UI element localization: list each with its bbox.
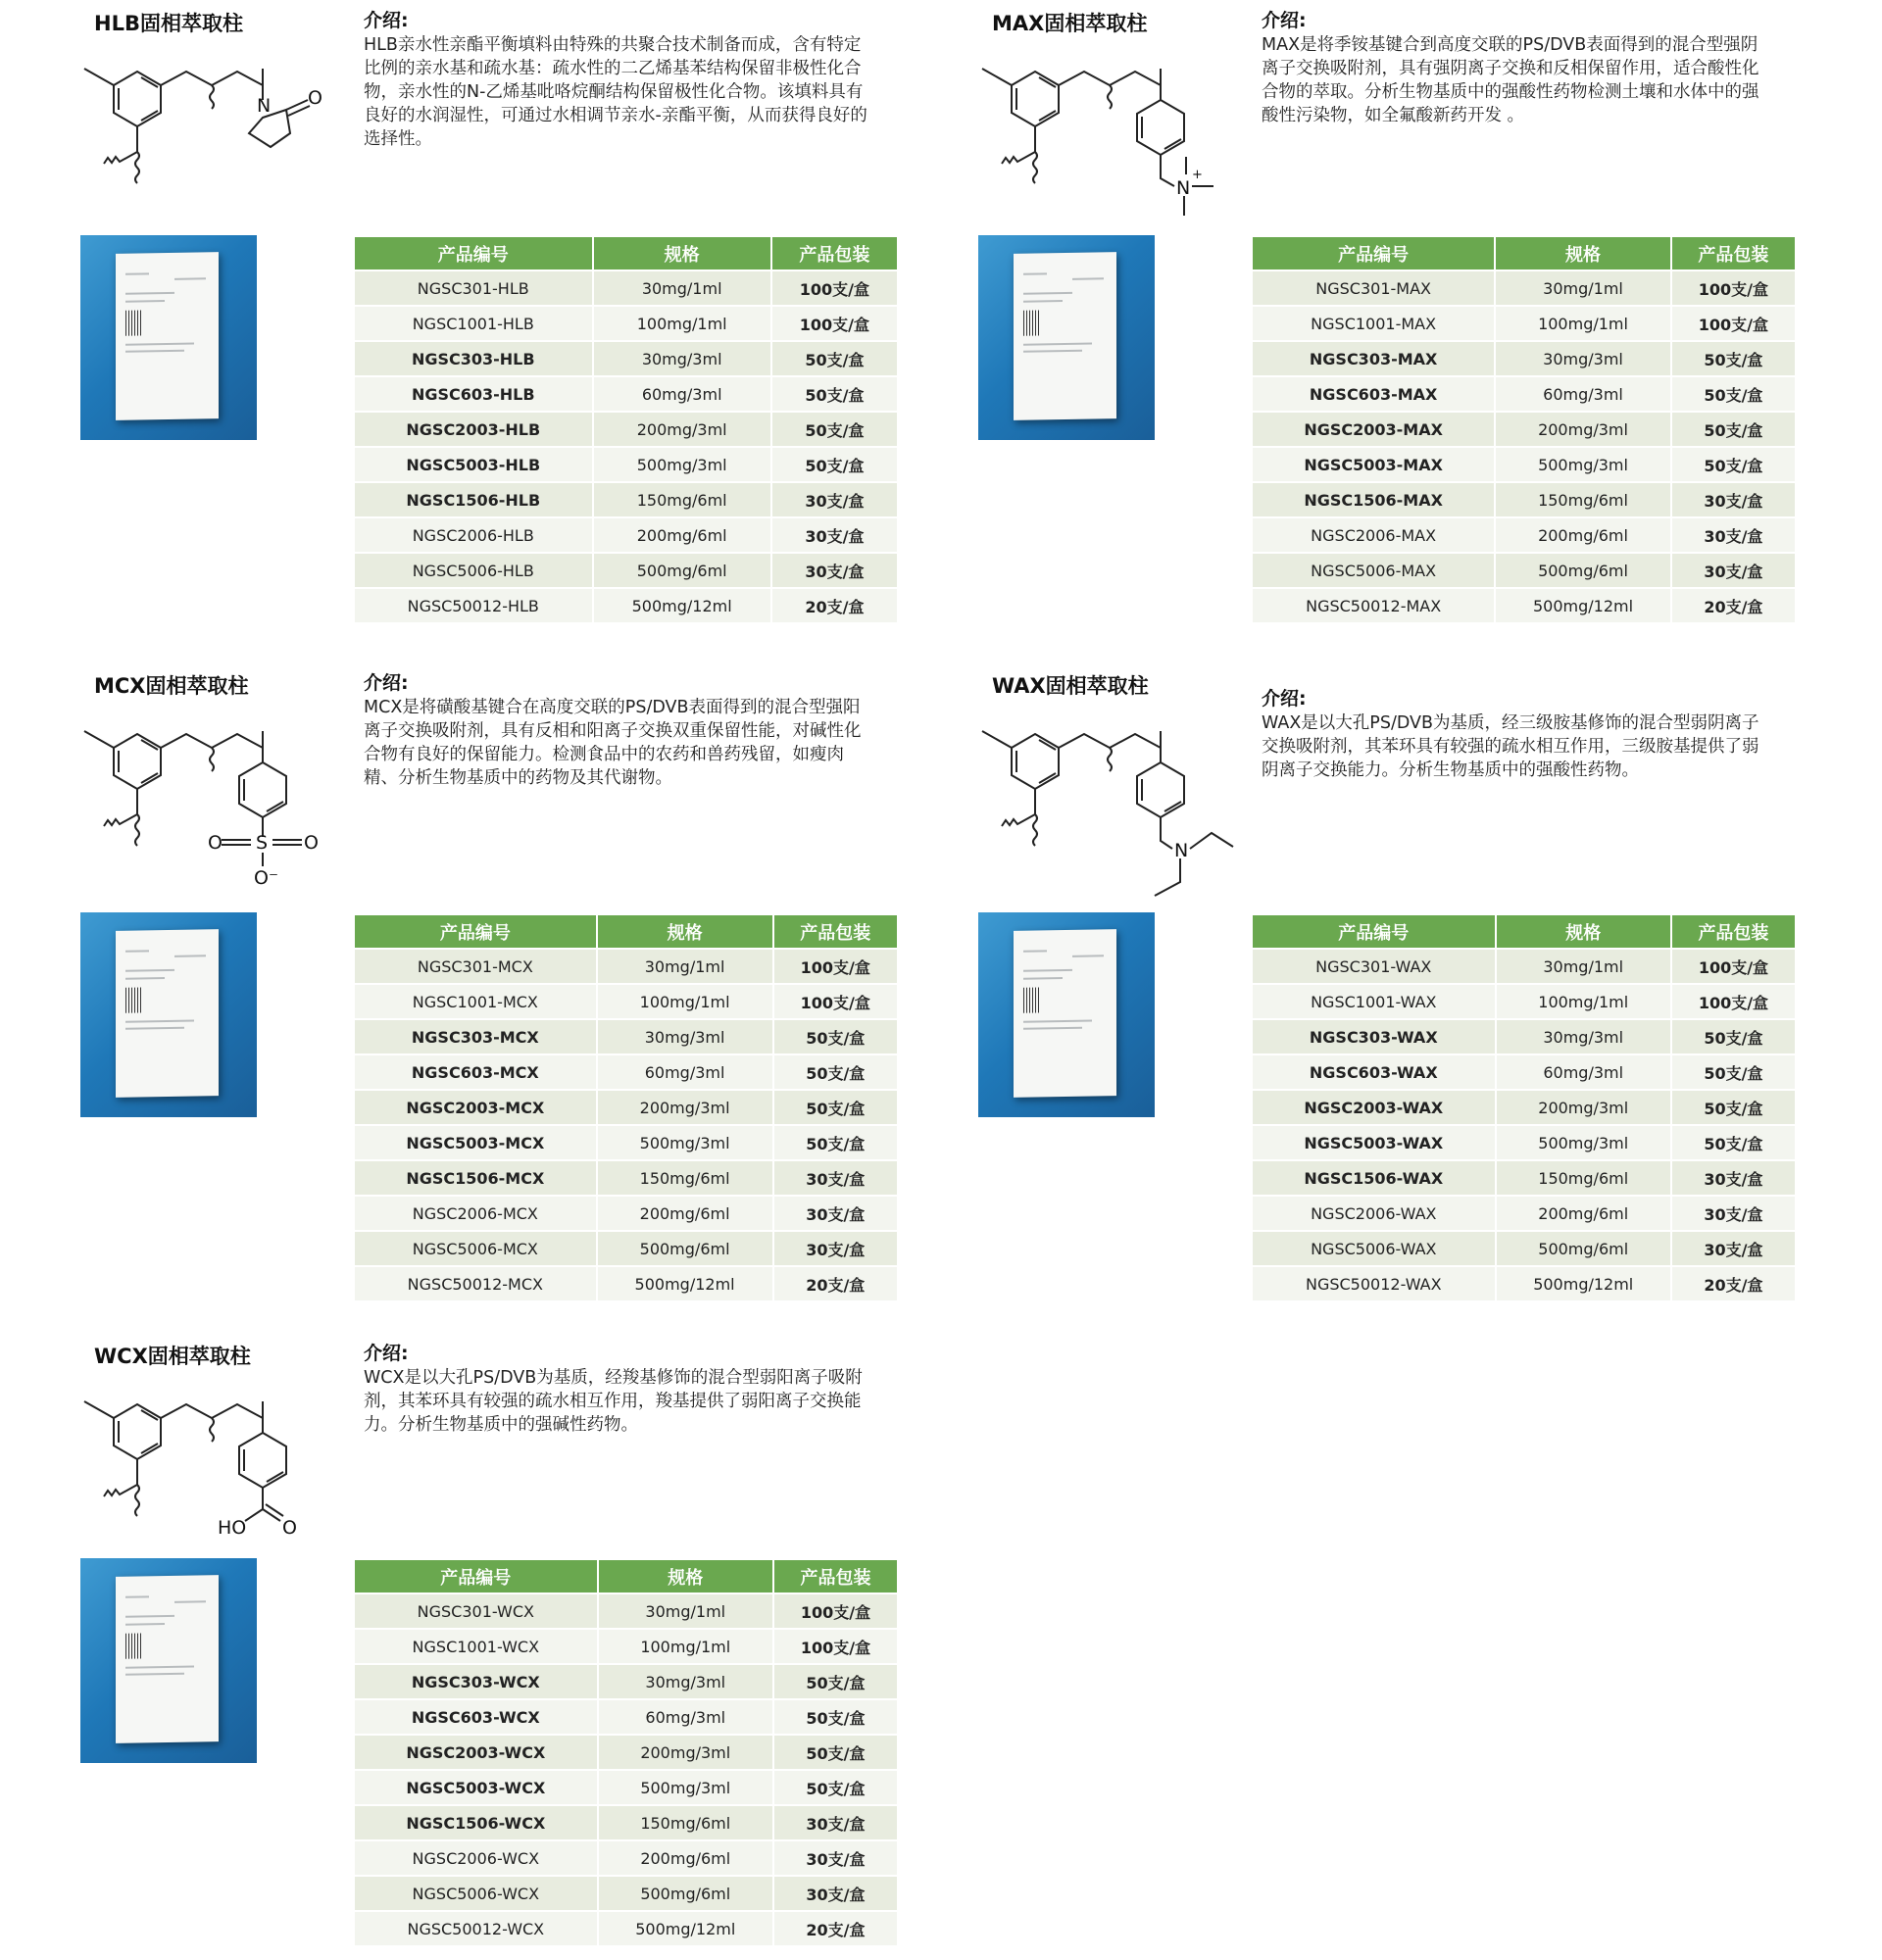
table-row xyxy=(1253,483,1795,516)
cell-pack: 50支/盒 xyxy=(772,377,897,411)
cell-pack: 30支/盒 xyxy=(774,1841,897,1875)
col-header-code: 产品编号 xyxy=(1253,237,1494,270)
cell-spec: 60mg/3ml xyxy=(598,1055,772,1089)
table-row xyxy=(1253,1161,1795,1195)
table-row xyxy=(355,1841,897,1875)
cell-pack: 50支/盒 xyxy=(774,1665,897,1698)
cell-pack: 30支/盒 xyxy=(1672,1161,1795,1195)
table-row xyxy=(1253,1055,1795,1089)
table-row xyxy=(1253,554,1795,587)
cell-code: NGSC2003-WAX xyxy=(1253,1091,1495,1124)
polymer-backbone xyxy=(982,69,1161,183)
cell-code: NGSC50012-MCX xyxy=(355,1267,596,1300)
cell-pack: 50支/盒 xyxy=(772,342,897,375)
cell-pack: 50支/盒 xyxy=(774,1736,897,1769)
cell-code: NGSC603-WCX xyxy=(355,1700,597,1734)
atom-label: S xyxy=(256,832,269,854)
cell-code: NGSC301-MAX xyxy=(1253,271,1494,305)
cell-pack: 20支/盒 xyxy=(772,589,897,622)
cell-pack: 100支/盒 xyxy=(1672,950,1795,983)
cell-pack: 30支/盒 xyxy=(772,554,897,587)
cell-code: NGSC301-WAX xyxy=(1253,950,1495,983)
cell-spec: 500mg/12ml xyxy=(594,589,770,622)
cell-spec: 60mg/3ml xyxy=(1496,377,1670,411)
cell-code: NGSC603-HLB xyxy=(355,377,592,411)
product-photo xyxy=(978,235,1155,440)
cell-code: NGSC5006-HLB xyxy=(355,554,592,587)
cell-pack: 20支/盒 xyxy=(1672,589,1795,622)
cell-code: NGSC5003-MCX xyxy=(355,1126,596,1159)
cell-pack: 50支/盒 xyxy=(774,1700,897,1734)
intro-label: 介绍: xyxy=(364,1343,409,1364)
cell-spec: 30mg/1ml xyxy=(594,271,770,305)
product-wax xyxy=(978,662,1841,1295)
table-row xyxy=(355,554,897,587)
table-row xyxy=(355,1877,897,1910)
product-photo xyxy=(978,912,1155,1117)
cell-code: NGSC1001-WCX xyxy=(355,1630,597,1663)
cell-pack: 100支/盒 xyxy=(774,1594,897,1628)
table-row xyxy=(355,1912,897,1945)
product-title: WCX固相萃取柱 xyxy=(94,1345,251,1368)
max-structure-diagram xyxy=(978,39,1263,235)
cell-pack: 50支/盒 xyxy=(1672,1091,1795,1124)
cell-spec: 30mg/3ml xyxy=(594,342,770,375)
cell-spec: 200mg/6ml xyxy=(599,1841,772,1875)
cell-pack: 100支/盒 xyxy=(1672,307,1795,340)
cell-spec: 500mg/6ml xyxy=(599,1877,772,1910)
cell-pack: 30支/盒 xyxy=(774,1161,897,1195)
table-row xyxy=(355,589,897,622)
cell-spec: 30mg/1ml xyxy=(599,1594,772,1628)
table-row xyxy=(1253,1091,1795,1124)
spec-table xyxy=(1251,913,1797,1302)
table-row xyxy=(355,1232,897,1265)
cell-pack: 30支/盒 xyxy=(774,1197,897,1230)
cell-pack: 30支/盒 xyxy=(1672,1232,1795,1265)
intro-block xyxy=(364,6,873,151)
product-max xyxy=(978,0,1841,616)
cell-code: NGSC1506-WCX xyxy=(355,1806,597,1839)
atom-label: O xyxy=(208,832,223,854)
cell-spec: 200mg/3ml xyxy=(598,1091,772,1124)
cell-spec: 60mg/3ml xyxy=(599,1700,772,1734)
product-mcx xyxy=(80,662,943,1295)
cell-code: NGSC301-MCX xyxy=(355,950,596,983)
cell-spec: 500mg/12ml xyxy=(1496,589,1670,622)
spec-table xyxy=(353,1558,899,1947)
cell-code: NGSC2003-MAX xyxy=(1253,413,1494,446)
cell-spec: 500mg/3ml xyxy=(1497,1126,1670,1159)
table-row xyxy=(1253,377,1795,411)
col-header-pack: 产品包装 xyxy=(1672,237,1795,270)
cell-code: NGSC5003-HLB xyxy=(355,448,592,481)
col-header-pack: 产品包装 xyxy=(774,1560,897,1592)
table-row xyxy=(355,1197,897,1230)
cell-pack: 100支/盒 xyxy=(774,1630,897,1663)
cell-pack: 50支/盒 xyxy=(772,448,897,481)
cell-spec: 30mg/1ml xyxy=(598,950,772,983)
table-row xyxy=(1253,1232,1795,1265)
table-row xyxy=(1253,413,1795,446)
cell-spec: 30mg/3ml xyxy=(1497,1020,1670,1054)
cell-pack: 30支/盒 xyxy=(774,1877,897,1910)
product-box xyxy=(116,252,219,420)
cell-code: NGSC303-MAX xyxy=(1253,342,1494,375)
cell-spec: 500mg/12ml xyxy=(599,1912,772,1945)
cell-spec: 500mg/6ml xyxy=(594,554,770,587)
product-title: MCX固相萃取柱 xyxy=(94,674,249,698)
cell-pack: 50支/盒 xyxy=(774,1055,897,1089)
cell-spec: 60mg/3ml xyxy=(594,377,770,411)
cell-spec: 200mg/6ml xyxy=(594,518,770,552)
table-row xyxy=(355,1267,897,1300)
cell-code: NGSC2006-WCX xyxy=(355,1841,597,1875)
cell-spec: 30mg/3ml xyxy=(598,1020,772,1054)
table-row xyxy=(1253,1126,1795,1159)
mcx-structure-diagram xyxy=(80,702,365,898)
intro-label: 介绍: xyxy=(1262,10,1307,31)
cell-pack: 50支/盒 xyxy=(1672,377,1795,411)
cell-spec: 500mg/12ml xyxy=(1497,1267,1670,1300)
cell-pack: 30支/盒 xyxy=(1672,1197,1795,1230)
table-row xyxy=(1253,589,1795,622)
cell-pack: 50支/盒 xyxy=(774,1020,897,1054)
cell-spec: 60mg/3ml xyxy=(1497,1055,1670,1089)
cell-code: NGSC5003-MAX xyxy=(1253,448,1494,481)
table-row xyxy=(355,1700,897,1734)
col-header-pack: 产品包装 xyxy=(1672,915,1795,948)
cell-code: NGSC50012-WCX xyxy=(355,1912,597,1945)
table-header-row xyxy=(1253,237,1795,270)
wcx-structure-diagram xyxy=(80,1372,365,1568)
diethylamine-group xyxy=(1137,748,1233,896)
table-row xyxy=(355,342,897,375)
cell-code: NGSC2003-HLB xyxy=(355,413,592,446)
intro-block xyxy=(1262,6,1771,127)
cell-spec: 200mg/3ml xyxy=(599,1736,772,1769)
table-row xyxy=(355,307,897,340)
cell-spec: 200mg/3ml xyxy=(594,413,770,446)
col-header-pack: 产品包装 xyxy=(774,915,897,948)
cell-spec: 500mg/3ml xyxy=(1496,448,1670,481)
col-header-code: 产品编号 xyxy=(1253,915,1495,948)
cell-code: NGSC301-WCX xyxy=(355,1594,597,1628)
carboxyl-group xyxy=(239,1418,286,1521)
cell-code: NGSC303-WAX xyxy=(1253,1020,1495,1054)
cell-pack: 50支/盒 xyxy=(774,1091,897,1124)
cell-code: NGSC1001-WAX xyxy=(1253,985,1495,1018)
cell-pack: 50支/盒 xyxy=(774,1126,897,1159)
intro-text: HLB亲水性亲酯平衡填料由特殊的共聚合技术制备而成，含有特定比例的亲水基和疏水基：疏水性的二乙烯基苯结构保留非极性化合物，亲水性的N-乙烯基吡咯烷酮结构保留极性化合物。该填料具有良好的水润湿性，可通过水相调节亲水-亲酯平衡，从而获得良好的选择性。 xyxy=(364,35,867,149)
cell-spec: 200mg/6ml xyxy=(1497,1197,1670,1230)
cell-pack: 30支/盒 xyxy=(1672,518,1795,552)
col-header-code: 产品编号 xyxy=(355,915,596,948)
table-row xyxy=(1253,518,1795,552)
table-row xyxy=(355,1020,897,1054)
table-row xyxy=(355,950,897,983)
table-row xyxy=(355,413,897,446)
cell-code: NGSC303-WCX xyxy=(355,1665,597,1698)
intro-block xyxy=(1262,684,1771,782)
cell-pack: 100支/盒 xyxy=(774,985,897,1018)
table-row xyxy=(1253,448,1795,481)
cell-pack: 50支/盒 xyxy=(1672,342,1795,375)
cell-pack: 30支/盒 xyxy=(772,483,897,516)
cell-code: NGSC50012-MAX xyxy=(1253,589,1494,622)
cell-spec: 100mg/1ml xyxy=(1496,307,1670,340)
cell-code: NGSC5003-WCX xyxy=(355,1771,597,1804)
cell-code: NGSC5006-MAX xyxy=(1253,554,1494,587)
product-title: MAX固相萃取柱 xyxy=(992,12,1148,35)
table-header-row xyxy=(355,237,897,270)
cell-spec: 500mg/3ml xyxy=(594,448,770,481)
cell-code: NGSC603-WAX xyxy=(1253,1055,1495,1089)
cell-code: NGSC1001-HLB xyxy=(355,307,592,340)
cell-code: NGSC1506-MCX xyxy=(355,1161,596,1195)
cell-spec: 150mg/6ml xyxy=(1496,483,1670,516)
atom-label: O xyxy=(304,832,319,854)
table-row xyxy=(355,448,897,481)
product-title: HLB固相萃取柱 xyxy=(94,12,243,35)
intro-block xyxy=(364,1339,873,1437)
cell-pack: 30支/盒 xyxy=(1672,483,1795,516)
cell-pack: 100支/盒 xyxy=(1672,271,1795,305)
cell-spec: 500mg/3ml xyxy=(599,1771,772,1804)
product-box xyxy=(116,929,219,1098)
cell-pack: 50支/盒 xyxy=(1672,1055,1795,1089)
cell-code: NGSC303-MCX xyxy=(355,1020,596,1054)
table-row xyxy=(355,377,897,411)
table-row xyxy=(1253,1267,1795,1300)
cell-pack: 100支/盒 xyxy=(774,950,897,983)
intro-text: MAX是将季铵基键合到高度交联的PS/DVB表面得到的混合型强阴离子交换吸附剂，具有强阴离子交换和反相保留作用，适合酸性化合物的萃取。分析生物基质中的强酸性药物检测土壤和水体中的强酸性污染物，如全氟酸新药开发 。 xyxy=(1262,35,1759,125)
intro-label: 介绍: xyxy=(364,672,409,694)
intro-block xyxy=(364,668,873,790)
col-header-spec: 规格 xyxy=(599,1560,772,1592)
table-row xyxy=(1253,342,1795,375)
table-row xyxy=(1253,307,1795,340)
product-box xyxy=(1014,929,1116,1098)
product-hlb xyxy=(80,0,943,616)
polymer-backbone xyxy=(84,69,263,183)
cell-spec: 500mg/6ml xyxy=(1497,1232,1670,1265)
table-row xyxy=(355,1771,897,1804)
cell-code: NGSC5003-WAX xyxy=(1253,1126,1495,1159)
cell-code: NGSC603-MAX xyxy=(1253,377,1494,411)
cell-pack: 50支/盒 xyxy=(772,413,897,446)
cell-pack: 20支/盒 xyxy=(774,1267,897,1300)
product-wcx xyxy=(80,1333,943,1940)
cell-spec: 500mg/6ml xyxy=(1496,554,1670,587)
table-row xyxy=(355,1055,897,1089)
cell-code: NGSC2003-WCX xyxy=(355,1736,597,1769)
cell-code: NGSC303-HLB xyxy=(355,342,592,375)
atom-label: O⁻ xyxy=(254,867,278,889)
intro-text: WCX是以大孔PS/DVB为基质，经羧基修饰的混合型弱阳离子吸附剂，其苯环具有较强的疏水相互作用，羧基提供了弱阳离子交换能力。分析生物基质中的强碱性药物。 xyxy=(364,1368,863,1435)
cell-code: NGSC1001-MCX xyxy=(355,985,596,1018)
table-row xyxy=(355,1091,897,1124)
table-header-row xyxy=(355,1560,897,1592)
charge-label: + xyxy=(1192,168,1203,182)
cell-code: NGSC2003-MCX xyxy=(355,1091,596,1124)
cell-spec: 100mg/1ml xyxy=(598,985,772,1018)
table-row xyxy=(355,1594,897,1628)
cell-code: NGSC5006-MCX xyxy=(355,1232,596,1265)
intro-label: 介绍: xyxy=(1262,688,1307,710)
table-row xyxy=(1253,985,1795,1018)
cell-pack: 30支/盒 xyxy=(774,1806,897,1839)
cell-spec: 200mg/6ml xyxy=(1496,518,1670,552)
cell-spec: 100mg/1ml xyxy=(599,1630,772,1663)
intro-label: 介绍: xyxy=(364,10,409,31)
cell-spec: 200mg/3ml xyxy=(1496,413,1670,446)
cell-pack: 50支/盒 xyxy=(1672,413,1795,446)
product-box xyxy=(1014,252,1116,420)
cell-code: NGSC603-MCX xyxy=(355,1055,596,1089)
col-header-spec: 规格 xyxy=(1497,915,1670,948)
product-photo xyxy=(80,1558,257,1763)
product-photo xyxy=(80,912,257,1117)
col-header-code: 产品编号 xyxy=(355,237,592,270)
table-row xyxy=(1253,1020,1795,1054)
cell-spec: 100mg/1ml xyxy=(594,307,770,340)
table-header-row xyxy=(1253,915,1795,948)
cell-code: NGSC2006-MAX xyxy=(1253,518,1494,552)
atom-label: O xyxy=(308,87,322,109)
cell-pack: 20支/盒 xyxy=(774,1912,897,1945)
cell-code: NGSC50012-HLB xyxy=(355,589,592,622)
cell-spec: 150mg/6ml xyxy=(1497,1161,1670,1195)
cell-spec: 150mg/6ml xyxy=(599,1806,772,1839)
cell-pack: 100支/盒 xyxy=(772,307,897,340)
cell-spec: 500mg/12ml xyxy=(598,1267,772,1300)
cell-pack: 100支/盒 xyxy=(1672,985,1795,1018)
table-row xyxy=(355,483,897,516)
cell-pack: 30支/盒 xyxy=(774,1232,897,1265)
cell-code: NGSC301-HLB xyxy=(355,271,592,305)
polymer-backbone xyxy=(84,731,263,846)
cell-code: NGSC2006-HLB xyxy=(355,518,592,552)
table-header-row xyxy=(355,915,897,948)
atom-label: N xyxy=(1176,177,1191,199)
atom-label: N xyxy=(1174,840,1189,861)
cell-code: NGSC1506-WAX xyxy=(1253,1161,1495,1195)
cell-pack: 50支/盒 xyxy=(1672,1020,1795,1054)
col-header-spec: 规格 xyxy=(594,237,770,270)
polymer-backbone xyxy=(84,1401,263,1516)
cell-code: NGSC1506-HLB xyxy=(355,483,592,516)
cell-code: NGSC1001-MAX xyxy=(1253,307,1494,340)
table-row xyxy=(355,271,897,305)
cell-pack: 50支/盒 xyxy=(1672,1126,1795,1159)
col-header-code: 产品编号 xyxy=(355,1560,597,1592)
cell-spec: 500mg/6ml xyxy=(598,1232,772,1265)
intro-text: WAX是以大孔PS/DVB为基质，经三级胺基修饰的混合型弱阴离子交换吸附剂，其苯环具有较强的疏水相互作用，三级胺基提供了弱阴离子交换能力。分析生物基质中的强酸性药物。 xyxy=(1262,713,1759,780)
table-row xyxy=(1253,271,1795,305)
polymer-backbone xyxy=(982,731,1161,846)
cell-code: NGSC2006-MCX xyxy=(355,1197,596,1230)
cell-code: NGSC50012-WAX xyxy=(1253,1267,1495,1300)
cell-pack: 20支/盒 xyxy=(1672,1267,1795,1300)
table-row xyxy=(355,1806,897,1839)
atom-label: O xyxy=(282,1517,297,1539)
cell-spec: 200mg/3ml xyxy=(1497,1091,1670,1124)
intro-text: MCX是将磺酸基键合在高度交联的PS/DVB表面得到的混合型强阳离子交换吸附剂，具有反相和阳离子交换双重保留性能，对碱性化合物有良好的保留能力。检测食品中的农药和兽药残留，如瘦肉精、分析生物基质中的药物及其代谢物。 xyxy=(364,698,862,788)
table-row xyxy=(355,985,897,1018)
cell-pack: 30支/盒 xyxy=(772,518,897,552)
cell-spec: 30mg/3ml xyxy=(1496,342,1670,375)
cell-code: NGSC5006-WCX xyxy=(355,1877,597,1910)
hlb-structure-diagram xyxy=(80,39,365,206)
atom-label: HO xyxy=(218,1517,247,1539)
product-box xyxy=(116,1575,219,1743)
cell-pack: 100支/盒 xyxy=(772,271,897,305)
col-header-spec: 规格 xyxy=(1496,237,1670,270)
col-header-spec: 规格 xyxy=(598,915,772,948)
cell-spec: 150mg/6ml xyxy=(594,483,770,516)
spec-table xyxy=(1251,235,1797,624)
product-title: WAX固相萃取柱 xyxy=(992,674,1149,698)
spec-table xyxy=(353,913,899,1302)
table-row xyxy=(355,1126,897,1159)
col-header-pack: 产品包装 xyxy=(772,237,897,270)
spec-table xyxy=(353,235,899,624)
table-row xyxy=(355,1630,897,1663)
table-row xyxy=(355,1736,897,1769)
table-row xyxy=(355,518,897,552)
table-row xyxy=(355,1665,897,1698)
benzyl-ammonium-group xyxy=(1137,85,1213,216)
cell-code: NGSC1506-MAX xyxy=(1253,483,1494,516)
cell-spec: 100mg/1ml xyxy=(1497,985,1670,1018)
cell-spec: 200mg/6ml xyxy=(598,1197,772,1230)
table-row xyxy=(1253,1197,1795,1230)
cell-pack: 50支/盒 xyxy=(1672,448,1795,481)
atom-label: N xyxy=(257,95,272,117)
cell-spec: 30mg/3ml xyxy=(599,1665,772,1698)
cell-pack: 30支/盒 xyxy=(1672,554,1795,587)
cell-pack: 50支/盒 xyxy=(774,1771,897,1804)
cell-spec: 30mg/1ml xyxy=(1497,950,1670,983)
cell-code: NGSC5006-WAX xyxy=(1253,1232,1495,1265)
cell-spec: 150mg/6ml xyxy=(598,1161,772,1195)
product-photo xyxy=(80,235,257,440)
table-row xyxy=(355,1161,897,1195)
cell-code: NGSC2006-WAX xyxy=(1253,1197,1495,1230)
wax-structure-diagram xyxy=(978,702,1263,907)
cell-spec: 30mg/1ml xyxy=(1496,271,1670,305)
cell-spec: 500mg/3ml xyxy=(598,1126,772,1159)
table-row xyxy=(1253,950,1795,983)
